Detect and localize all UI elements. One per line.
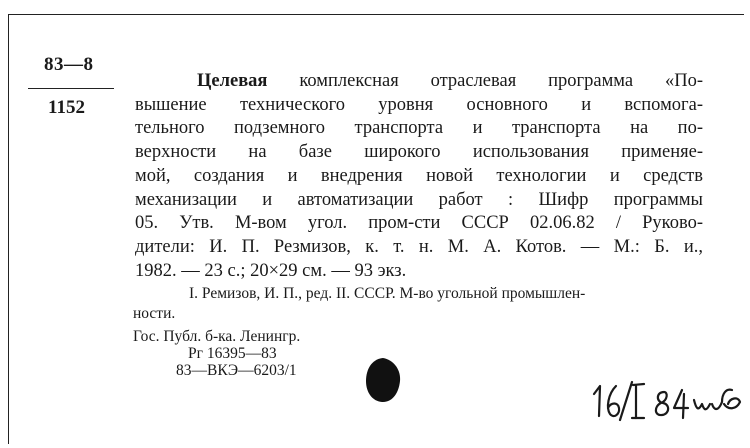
handwritten-note-signature [586, 364, 746, 424]
description-line: 1982. — 23 с.; 20×29 см. — 93 экз. [135, 260, 407, 281]
library-name: Гос. Публ. б-ка. Ленингр. [133, 328, 301, 345]
description-line: дители: И. П. Резмизов, к. т. н. М. А. Котов. — М.: Б. и., [135, 236, 703, 257]
subject-entries [133, 284, 721, 324]
bibliographic-description [135, 70, 703, 283]
description-line: верхности на базе широкого использования применяе- [135, 142, 703, 163]
description-line: 05. Утв. М-вом угол. пром-сти СССР 02.06.82 / Руково- [135, 213, 703, 234]
title-word: Целевая [197, 71, 268, 91]
classification-number: 83—8 [44, 54, 94, 75]
description-line: механизации и автоматизации работ : Шифр программы [135, 189, 703, 210]
description-line: мой, создания и внедрения новой технологии и средств [135, 165, 703, 186]
description-line [135, 70, 703, 94]
description-line: вышение технического уровня основного и вспомога- [135, 94, 703, 115]
internal-code: 83—ВКЭ—6203/1 [176, 362, 297, 379]
subject-entry-line: ности. [133, 305, 176, 322]
card-top-border [8, 14, 744, 15]
card-number: 1152 [48, 97, 85, 118]
ink-blot [364, 356, 402, 404]
description-line-text: комплексная отраслевая программа «По- [267, 71, 703, 91]
classification-divider [28, 88, 114, 89]
subject-entry-line: I. Ремизов, И. П., ред. II. СССР. М-во угольной промышлен- [189, 285, 586, 302]
description-line: тельного подземного транспорта и транспорта на по- [135, 118, 703, 139]
card-left-border [8, 14, 9, 444]
registration-number: Рг 16395—83 [188, 345, 277, 362]
